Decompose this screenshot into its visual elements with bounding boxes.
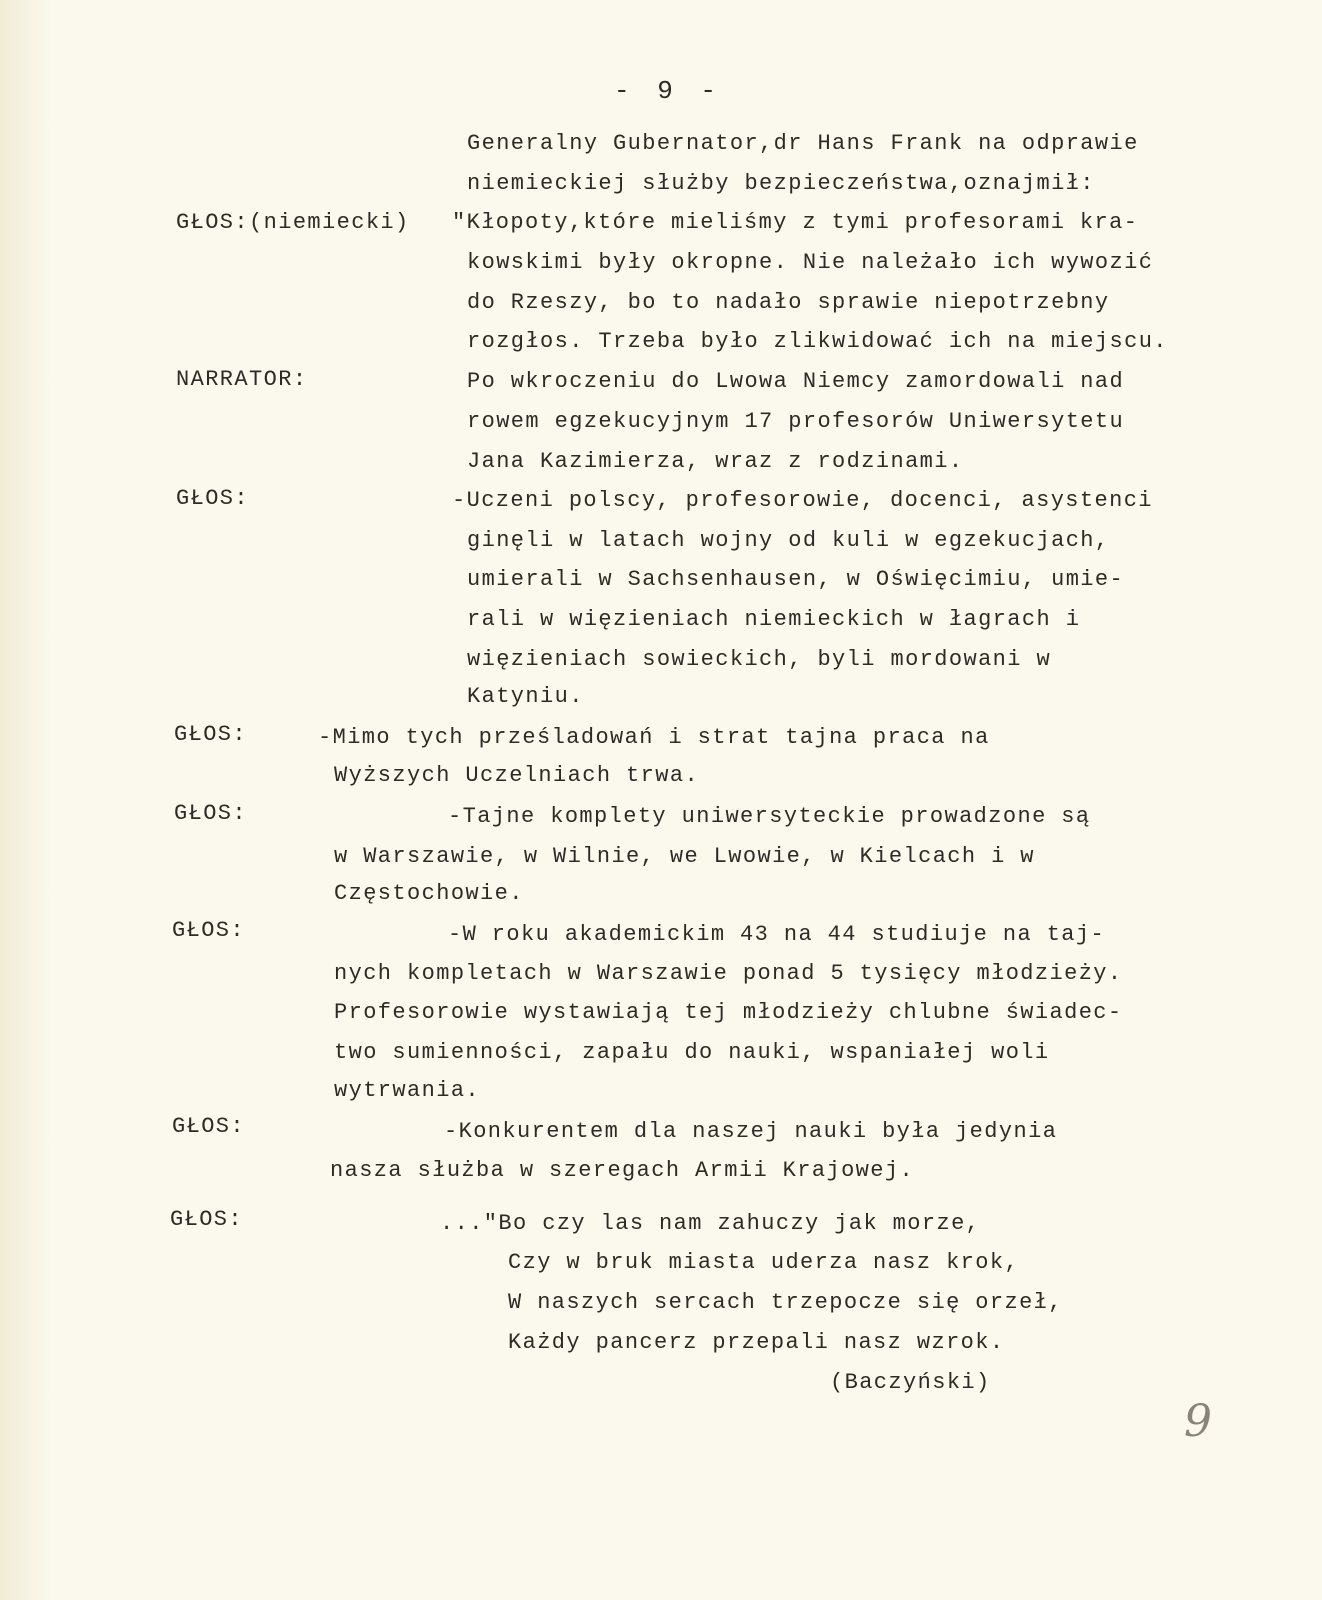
poem-line: ..."Bo czy las nam zahuczy jak morze,: [440, 1211, 981, 1236]
text-line: Częstochowie.: [334, 881, 524, 906]
text-line: -Tajne komplety uniwersyteckie prowadzone są: [448, 804, 1091, 829]
speaker-label: GŁOS:: [172, 918, 246, 943]
speaker-label: NARRATOR:: [176, 367, 308, 392]
text-line: "Kłopoty,które mieliśmy z tymi profesorami kra-: [452, 210, 1139, 235]
text-line: więzieniach sowieckich, byli mordowani w: [467, 647, 1052, 672]
poem-line: Czy w bruk miasta uderza nasz krok,: [508, 1250, 1020, 1275]
poem-line: W naszych sercach trzepocze się orzeł,: [508, 1290, 1063, 1315]
speaker-label: GŁOS:(niemiecki): [176, 210, 410, 235]
text-line: nasza służba w szeregach Armii Krajowej.: [330, 1158, 915, 1183]
text-line: kowskimi były okropne. Nie należało ich wywozić: [467, 250, 1154, 275]
speaker-label: GŁOS:: [176, 486, 250, 511]
text-line: Wyższych Uczelniach trwa.: [334, 763, 700, 788]
text-line: rowem egzekucyjnym 17 profesorów Uniwersytetu: [467, 409, 1125, 434]
text-line: rozgłos. Trzeba było zlikwidować ich na miejscu.: [467, 329, 1168, 354]
text-line: -W roku akademickim 43 na 44 studiuje na taj-: [448, 922, 1106, 947]
text-line: Katyniu.: [467, 684, 584, 709]
handwritten-page-number: 9: [1184, 1396, 1212, 1447]
speaker-label: GŁOS:: [170, 1207, 244, 1232]
text-line: -Konkurentem dla naszej nauki była jedynia: [444, 1119, 1058, 1144]
text-line: Profesorowie wystawiają tej młodzieży chlubne świadec-: [334, 1000, 1123, 1025]
poem-line: Każdy pancerz przepali nasz wzrok.: [508, 1330, 1005, 1355]
text-line: two sumienności, zapału do nauki, wspaniałej woli: [334, 1040, 1050, 1065]
text-line: rali w więzieniach niemieckich w łagrach i: [467, 607, 1081, 632]
text-line: Generalny Gubernator,dr Hans Frank na odprawie: [467, 131, 1139, 156]
speaker-label: GŁOS:: [174, 722, 248, 747]
text-line: w Warszawie, w Wilnie, we Lwowie, w Kielcach i w: [334, 844, 1035, 869]
speaker-label: GŁOS:: [172, 1114, 246, 1139]
text-line: wytrwania.: [334, 1078, 481, 1103]
text-line: Po wkroczeniu do Lwowa Niemcy zamordowali nad: [467, 369, 1125, 394]
poem-attribution: (Baczyński): [830, 1370, 991, 1395]
text-line: umierali w Sachsenhausen, w Oświęcimiu, umie-: [467, 567, 1125, 592]
text-line: -Uczeni polscy, profesorowie, docenci, asystenci: [452, 488, 1153, 513]
speaker-label: GŁOS:: [174, 801, 248, 826]
text-line: -Mimo tych prześladowań i strat tajna praca na: [318, 725, 990, 750]
text-line: nych kompletach w Warszawie ponad 5 tysięcy młodzieży.: [334, 961, 1123, 986]
paper-edge-shadow: [0, 0, 52, 1600]
text-line: Jana Kazimierza, wraz z rodzinami.: [467, 449, 964, 474]
page-number: - 9 -: [614, 76, 723, 106]
text-line: niemieckiej służby bezpieczeństwa,oznajmił:: [467, 171, 1095, 196]
text-line: ginęli w latach wojny od kuli w egzekucjach,: [467, 528, 1110, 553]
text-line: do Rzeszy, bo to nadało sprawie niepotrzebny: [467, 290, 1110, 315]
